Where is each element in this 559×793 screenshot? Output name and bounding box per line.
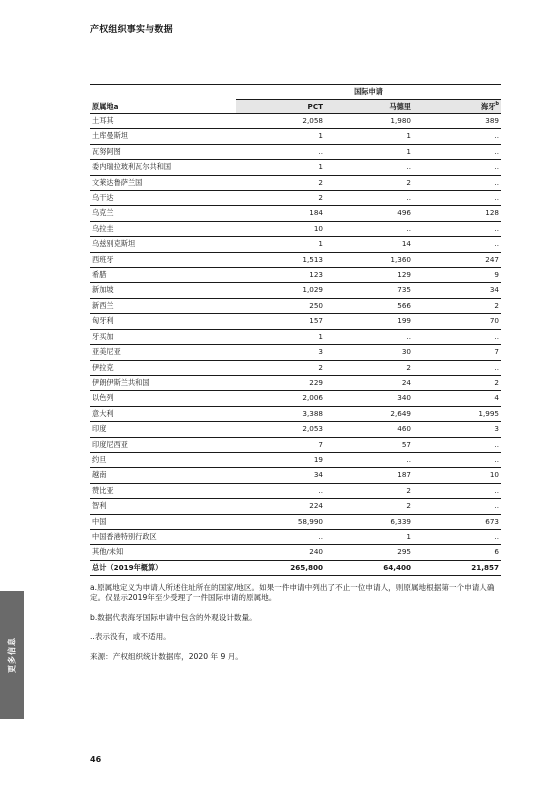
cell-pct: .. [236, 483, 325, 498]
header-spacer [90, 85, 236, 100]
cell-hague: 247 [413, 252, 501, 267]
cell-hague: .. [413, 483, 501, 498]
table-row [90, 483, 501, 498]
cell-pct: 2,053 [236, 422, 325, 437]
cell-madrid: 735 [325, 283, 413, 298]
cell-origin: 牙买加 [90, 329, 236, 344]
cell-origin: 中国 [90, 514, 236, 529]
cell-madrid: 57 [325, 437, 413, 452]
cell-origin: 希腊 [90, 268, 236, 283]
cell-hague: .. [413, 160, 501, 175]
cell-origin: 新西兰 [90, 298, 236, 313]
cell-madrid: 295 [325, 545, 413, 560]
table-row [90, 191, 501, 206]
cell-madrid: 566 [325, 298, 413, 313]
table-row [90, 221, 501, 236]
cell-hague: 7 [413, 345, 501, 360]
table-row [90, 160, 501, 175]
cell-origin: 总计（2019年概算） [90, 560, 236, 575]
table-row [90, 545, 501, 560]
cell-pct: 2,006 [236, 391, 325, 406]
cell-origin: 赞比亚 [90, 483, 236, 498]
cell-origin: 其他/未知 [90, 545, 236, 560]
cell-pct: 240 [236, 545, 325, 560]
cell-hague: .. [413, 452, 501, 467]
group-header-international-applications: 国际申请 [236, 85, 501, 100]
cell-hague: .. [413, 360, 501, 375]
cell-pct: 10 [236, 221, 325, 236]
cell-pct: .. [236, 144, 325, 159]
cell-madrid: 2 [325, 175, 413, 190]
cell-origin: 意大利 [90, 406, 236, 421]
cell-hague: .. [413, 529, 501, 544]
table-row [90, 114, 501, 129]
page-number: 46 [90, 755, 102, 764]
table-row [90, 298, 501, 313]
cell-hague: 4 [413, 391, 501, 406]
cell-origin: 中国香港特别行政区 [90, 529, 236, 544]
cell-origin: 乌干达 [90, 191, 236, 206]
cell-madrid: 2 [325, 360, 413, 375]
table-row [90, 391, 501, 406]
cell-madrid: 199 [325, 314, 413, 329]
table-row [90, 329, 501, 344]
cell-madrid: 1,360 [325, 252, 413, 267]
cell-origin: 以色列 [90, 391, 236, 406]
cell-pct: 2,058 [236, 114, 325, 129]
cell-madrid: 340 [325, 391, 413, 406]
column-header-pct: PCT [236, 100, 325, 114]
cell-pct: 2 [236, 191, 325, 206]
cell-madrid: .. [325, 329, 413, 344]
table-row [90, 268, 501, 283]
cell-pct: 1 [236, 160, 325, 175]
cell-hague: 6 [413, 545, 501, 560]
cell-hague: .. [413, 129, 501, 144]
cell-pct: 265,800 [236, 560, 325, 575]
cell-madrid: 64,400 [325, 560, 413, 575]
cell-pct: 184 [236, 206, 325, 221]
table-body [90, 114, 501, 576]
cell-pct: 1,513 [236, 252, 325, 267]
cell-madrid: .. [325, 160, 413, 175]
cell-pct: 3,388 [236, 406, 325, 421]
footnote-b: b.数据代表海牙国际申请中包含的外观设计数量。 [90, 612, 257, 622]
cell-pct: 123 [236, 268, 325, 283]
table-row [90, 252, 501, 267]
cell-madrid: 1 [325, 529, 413, 544]
table-row [90, 452, 501, 467]
side-tab-label: 更多信息 [7, 637, 17, 673]
cell-hague: 673 [413, 514, 501, 529]
cell-hague: 21,857 [413, 560, 501, 575]
cell-madrid: 460 [325, 422, 413, 437]
cell-origin: 印度 [90, 422, 236, 437]
cell-madrid: 1,980 [325, 114, 413, 129]
table-row [90, 529, 501, 544]
cell-pct: 3 [236, 345, 325, 360]
table-row [90, 499, 501, 514]
cell-madrid: 496 [325, 206, 413, 221]
cell-hague: 2 [413, 298, 501, 313]
cell-pct: 2 [236, 360, 325, 375]
cell-origin: 乌克兰 [90, 206, 236, 221]
cell-madrid: 6,339 [325, 514, 413, 529]
table-row [90, 514, 501, 529]
more-info-side-tab[interactable] [0, 591, 24, 719]
cell-hague: 128 [413, 206, 501, 221]
cell-origin: 新加坡 [90, 283, 236, 298]
column-header-origin: 原属地a [90, 100, 236, 114]
cell-madrid: 1 [325, 144, 413, 159]
cell-hague: .. [413, 437, 501, 452]
table-row [90, 175, 501, 190]
cell-pct: 19 [236, 452, 325, 467]
table-row [90, 345, 501, 360]
cell-hague: 389 [413, 114, 501, 129]
column-header-hague: 海牙$^b$ [413, 100, 501, 114]
cell-pct: 224 [236, 499, 325, 514]
cell-origin: 智利 [90, 499, 236, 514]
cell-hague: .. [413, 191, 501, 206]
cell-pct: 58,990 [236, 514, 325, 529]
table-row [90, 360, 501, 375]
cell-hague: 70 [413, 314, 501, 329]
cell-pct: 250 [236, 298, 325, 313]
cell-madrid: 2 [325, 499, 413, 514]
cell-pct: 7 [236, 437, 325, 452]
cell-madrid: 1 [325, 129, 413, 144]
cell-pct: 1,029 [236, 283, 325, 298]
cell-madrid: 30 [325, 345, 413, 360]
footnote-a: a.原属地定义为申请人所述住址所在的国家/地区。如果一件申请中列出了不止一位申请人，则原属地根据第一个申请人确定。仅显示2019年至少受理了一件国际申请的原属地。 [90, 583, 495, 603]
cell-hague: .. [413, 144, 501, 159]
table-row [90, 129, 501, 144]
table-row [90, 437, 501, 452]
cell-hague: 34 [413, 283, 501, 298]
cell-madrid: 2 [325, 483, 413, 498]
cell-pct: 229 [236, 375, 325, 390]
table-row [90, 144, 501, 159]
cell-madrid: .. [325, 191, 413, 206]
cell-origin: 乌兹别克斯坦 [90, 237, 236, 252]
table-row [90, 468, 501, 483]
cell-origin: 乌拉圭 [90, 221, 236, 236]
cell-origin: 匈牙利 [90, 314, 236, 329]
table-row [90, 237, 501, 252]
column-header-madrid: 马德里 [325, 100, 413, 114]
table-row [90, 422, 501, 437]
cell-madrid: .. [325, 452, 413, 467]
cell-origin: 文莱达鲁萨兰国 [90, 175, 236, 190]
table-row [90, 375, 501, 390]
cell-madrid: 2,649 [325, 406, 413, 421]
cell-hague: .. [413, 329, 501, 344]
cell-origin: 西班牙 [90, 252, 236, 267]
page-header-title: 产权组织事实与数据 [90, 25, 173, 35]
table-total-row [90, 560, 501, 575]
cell-origin: 伊朗伊斯兰共和国 [90, 375, 236, 390]
cell-origin: 土耳其 [90, 114, 236, 129]
cell-hague: 10 [413, 468, 501, 483]
cell-pct: 34 [236, 468, 325, 483]
applications-table [90, 84, 501, 576]
cell-madrid: 24 [325, 375, 413, 390]
cell-hague: .. [413, 221, 501, 236]
hague-footnote-marker: b [495, 101, 499, 107]
cell-origin: 约旦 [90, 452, 236, 467]
cell-pct: 157 [236, 314, 325, 329]
cell-hague: .. [413, 237, 501, 252]
cell-origin: 印度尼西亚 [90, 437, 236, 452]
cell-origin: 亚美尼亚 [90, 345, 236, 360]
cell-pct: 1 [236, 237, 325, 252]
cell-pct: 2 [236, 175, 325, 190]
table-row [90, 314, 501, 329]
cell-origin: 瓦努阿图 [90, 144, 236, 159]
cell-hague: 1,995 [413, 406, 501, 421]
cell-pct: .. [236, 529, 325, 544]
cell-madrid: .. [325, 221, 413, 236]
cell-hague: 9 [413, 268, 501, 283]
cell-madrid: 14 [325, 237, 413, 252]
cell-origin: 越南 [90, 468, 236, 483]
cell-origin: 委内瑞拉玻利瓦尔共和国 [90, 160, 236, 175]
table-row [90, 283, 501, 298]
footnote-source: 来源：产权组织统计数据库，2020 年 9 月。 [90, 651, 243, 661]
cell-hague: 2 [413, 375, 501, 390]
cell-pct: 1 [236, 329, 325, 344]
cell-hague: 3 [413, 422, 501, 437]
footnote-dots: ..表示没有，或不适用。 [90, 632, 171, 642]
cell-origin: 伊拉克 [90, 360, 236, 375]
footnotes [90, 583, 502, 671]
cell-origin: 土库曼斯坦 [90, 129, 236, 144]
cell-madrid: 187 [325, 468, 413, 483]
cell-madrid: 129 [325, 268, 413, 283]
table-row [90, 406, 501, 421]
cell-hague: .. [413, 175, 501, 190]
table-row [90, 206, 501, 221]
cell-pct: 1 [236, 129, 325, 144]
cell-hague: .. [413, 499, 501, 514]
